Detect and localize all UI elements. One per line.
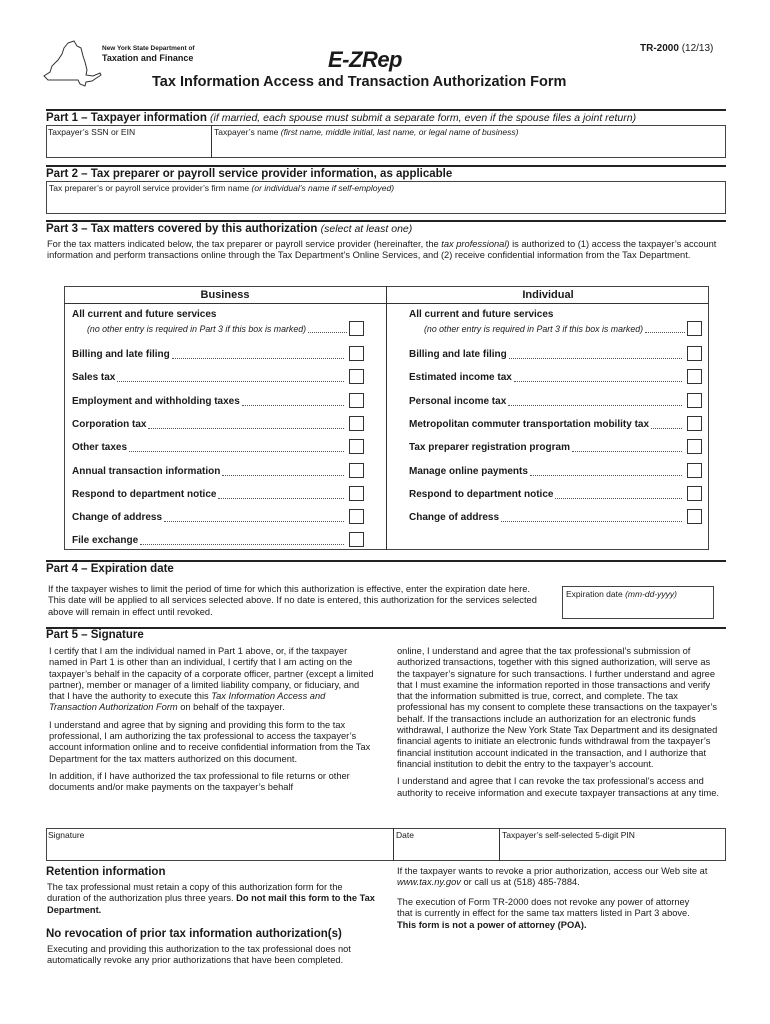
individual-personal-income-tax-checkbox[interactable] (687, 393, 702, 408)
individual-change-of-address-checkbox[interactable] (687, 509, 702, 524)
business-employment-and-withholding-taxes-checkbox[interactable] (349, 393, 364, 408)
ezrep-brand: E-ZRep (328, 47, 402, 72)
individual-all-services-checkbox[interactable] (687, 321, 702, 336)
taxpayer-name-label: Taxpayer’s name (214, 127, 279, 137)
dot-leader (242, 405, 344, 406)
certification-paragraph: I certify that I am the individual named in Part 1 above, or, if the taxpayer named in Part 1 is other than an individual, I certify that I am acting on the taxpayer’s behalf in the capacity of a corporate officer, partner (except a limited partner), member or manager of a limited liability company, or fiduciary, and that I have the authority to execute this Tax Information Access and Transaction Authorization Form on behalf of the taxpayer. (49, 646, 374, 713)
individual-respond-to-department-notice-row (409, 485, 686, 503)
business-file-exchange-checkbox[interactable] (349, 532, 364, 547)
taxpayer-ssn-field[interactable] (48, 127, 208, 156)
divider (211, 125, 212, 158)
business-all-services-note: (no other entry is required in Part 3 if this box is marked) (87, 324, 347, 334)
business-employment-and-withholding-taxes-row (72, 392, 348, 410)
divider (46, 165, 726, 167)
individual-all-services-label: All current and future services (409, 309, 554, 320)
business-item-label: Billing and late filing (72, 348, 170, 360)
online-paragraph: online, I understand and agree that the tax professional’s submission of authorized transactions, together with this signed authorization, will serve as the taxpayer’s signature for such transactions. I further understand and agree that I must examine the information reported in those transactions and verify that the information submitted is true, correct, and complete. The tax professional has my consent to complete these transactions on the taxpayer’s behalf. If the transactions include an authorization for an electronic funds withdrawal, I authorize the New York State Tax Department and its designated financial agents to initiate an electronic funds withdrawal from the taxpayer’s financial institution account indicated in the transaction, and I authorize that financial institution to debit the entry to the taxpayer’s account. (397, 646, 718, 769)
individual-billing-and-late-filing-row (409, 345, 686, 363)
retention-text: The tax professional must retain a copy of this authorization form for the duration of the authorization plus three years. Do not mail this form to the Tax Department. (47, 882, 375, 915)
part1-heading: Part 1 – Taxpayer information (if married, each spouse must submit a separate form, even if the spouse files a joint return) (46, 112, 637, 124)
form-number: TR-2000 (12/13) (640, 43, 714, 54)
business-item-label: Other taxes (72, 441, 128, 453)
individual-item-label: Respond to department notice (409, 488, 554, 500)
business-item-label: Corporation tax (72, 418, 147, 430)
revoke-access-paragraph: I understand and agree that I can revoke the tax professional’s access and authority to receive information and execute taxpayer transactions at any time. (397, 776, 719, 798)
individual-estimated-income-tax-row (409, 368, 686, 386)
taxpayer-name-note: (first name, middle initial, last name, or legal name of business) (280, 127, 519, 137)
individual-personal-income-tax-row (409, 392, 686, 410)
business-item-label: File exchange (72, 534, 139, 546)
business-sales-tax-checkbox[interactable] (349, 369, 364, 384)
business-item-label: Annual transaction information (72, 465, 221, 477)
individual-item-label: Tax preparer registration program (409, 441, 570, 453)
business-item-label: Employment and withholding taxes (72, 395, 240, 407)
business-respond-to-department-notice-row (72, 485, 348, 503)
signature-label: Signature (48, 830, 85, 840)
business-header: Business (200, 289, 250, 301)
business-other-taxes-checkbox[interactable] (349, 439, 364, 454)
business-change-of-address-checkbox[interactable] (349, 509, 364, 524)
part4-text: If the taxpayer wishes to limit the period of time for which this authorization is effective, enter the expiration date here. This date will be applied to all services selected above. If no date is entered, this authorization for the services selected above will remain in effect until revoked. (48, 584, 537, 617)
dot-leader (572, 451, 682, 452)
taxpayer-ssn-label: Taxpayer’s SSN or EIN (48, 127, 136, 137)
dot-leader (555, 498, 682, 499)
firm-name-label: Tax preparer’s or payroll service provider’s firm name (or individual’s name if self-employed) (49, 183, 395, 193)
dot-leader (530, 475, 682, 476)
individual-manage-online-payments-checkbox[interactable] (687, 463, 702, 478)
filing-paragraph: In addition, if I have authorized the tax professional to file returns or other documents and/or make payments on the taxpayer’s behalf (49, 770, 350, 793)
business-file-exchange-row (72, 531, 348, 549)
business-billing-and-late-filing-row (72, 345, 348, 363)
dot-leader (508, 405, 682, 406)
dot-leader (501, 521, 682, 522)
individual-billing-and-late-filing-checkbox[interactable] (687, 346, 702, 361)
business-other-taxes-row (72, 438, 348, 456)
business-item-label: Change of address (72, 511, 163, 523)
dot-leader (140, 544, 344, 545)
dot-leader (509, 358, 682, 359)
divider (46, 627, 726, 629)
individual-metropolitan-commuter-transportation-mobility-tax-row (409, 415, 686, 433)
individual-tax-preparer-registration-program-row (409, 438, 686, 456)
dot-leader (651, 428, 682, 429)
divider (64, 303, 709, 304)
divider (46, 220, 726, 222)
business-all-services-checkbox[interactable] (349, 321, 364, 336)
individual-item-label: Estimated income tax (409, 371, 512, 383)
dept-name-line1: New York State Department of (102, 45, 195, 52)
part3-heading: Part 3 – Tax matters covered by this authorization (select at least one) (46, 223, 413, 235)
individual-header: Individual (522, 289, 574, 301)
pin-label: Taxpayer’s self-selected 5-digit PIN (502, 830, 635, 840)
dot-leader (218, 498, 344, 499)
divider (386, 286, 387, 550)
business-sales-tax-row (72, 368, 348, 386)
nys-map-logo (40, 40, 102, 90)
divider (46, 560, 726, 562)
business-annual-transaction-information-row (72, 462, 348, 480)
poa-text: The execution of Form TR-2000 does not revoke any power of attorney that is currently in effect for the same tax matters listed in Part 3 above. This form is not a power of attorney (POA). (397, 897, 690, 930)
pin-field[interactable] (502, 830, 724, 859)
dot-leader (514, 381, 682, 382)
date-field[interactable] (396, 830, 496, 859)
individual-respond-to-department-notice-checkbox[interactable] (687, 486, 702, 501)
business-annual-transaction-information-checkbox[interactable] (349, 463, 364, 478)
individual-item-label: Billing and late filing (409, 348, 507, 360)
part5-right-column (397, 646, 719, 805)
part5-heading: Part 5 – Signature (46, 629, 144, 641)
dot-leader (222, 475, 344, 476)
individual-metropolitan-commuter-transportation-mobility-tax-checkbox[interactable] (687, 416, 702, 431)
business-billing-and-late-filing-checkbox[interactable] (349, 346, 364, 361)
individual-item-label: Personal income tax (409, 395, 507, 407)
no-revocation-text: Executing and providing this authorization to the tax professional does not automatically revoke any prior authorizations that have been completed. (47, 944, 351, 966)
part2-heading: Part 2 – Tax preparer or payroll service provider information, as applicable (46, 168, 453, 180)
individual-item-label: Metropolitan commuter transportation mobility tax (409, 418, 650, 430)
part4-heading: Part 4 – Expiration date (46, 563, 174, 575)
tax-website-link[interactable]: www.tax.ny.gov (397, 877, 461, 888)
business-item-label: Sales tax (72, 371, 116, 383)
signature-field[interactable] (48, 830, 391, 859)
form-title: Tax Information Access and Transaction Authorization Form (152, 74, 567, 90)
taxpayer-name-field[interactable] (214, 127, 724, 156)
individual-manage-online-payments-row (409, 462, 686, 480)
individual-all-services-note: (no other entry is required in Part 3 if this box is marked) (424, 324, 685, 334)
part3-intro: For the tax matters indicated below, the tax preparer or payroll service provider (hereinafter, the tax professional) is authorized to (1) access the taxpayer’s account information and perform transactions online through the Tax Department’s Online Services, and (2) receive confidential information from the Tax Department. (47, 239, 717, 261)
individual-tax-preparer-registration-program-checkbox[interactable] (687, 439, 702, 454)
business-all-services-label: All current and future services (72, 309, 217, 320)
part5-left-column (49, 646, 375, 800)
no-revocation-heading: No revocation of prior tax information authorization(s) (46, 928, 342, 940)
individual-estimated-income-tax-checkbox[interactable] (687, 369, 702, 384)
dot-leader (117, 381, 344, 382)
business-respond-to-department-notice-checkbox[interactable] (349, 486, 364, 501)
individual-change-of-address-row (409, 508, 686, 526)
individual-item-label: Change of address (409, 511, 500, 523)
divider (393, 828, 394, 861)
individual-item-label: Manage online payments (409, 465, 528, 477)
dot-leader (129, 451, 344, 452)
expiration-date-label: Expiration date (mm-dd-yyyy) (566, 589, 678, 599)
business-corporation-tax-checkbox[interactable] (349, 416, 364, 431)
divider (46, 109, 726, 111)
date-label: Date (396, 830, 414, 840)
dot-leader (164, 521, 344, 522)
revoke-text: If the taxpayer wants to revoke a prior authorization, access our Web site at www.tax.ny.gov or call us at (518) 485-7884. (397, 866, 708, 888)
authorization-paragraph: I understand and agree that by signing and providing this form to the tax professional, I am authorizing the tax professional to access the taxpayer’s account information online and to receive confidential information from the Tax Department for the tax matters authorized on this document. (49, 719, 371, 764)
dept-name-line2: Taxation and Finance (102, 53, 194, 63)
dot-leader (148, 428, 344, 429)
business-item-label: Respond to department notice (72, 488, 217, 500)
business-change-of-address-row (72, 508, 348, 526)
retention-heading: Retention information (46, 866, 166, 878)
divider (499, 828, 500, 861)
dot-leader (172, 358, 344, 359)
business-corporation-tax-row (72, 415, 348, 433)
